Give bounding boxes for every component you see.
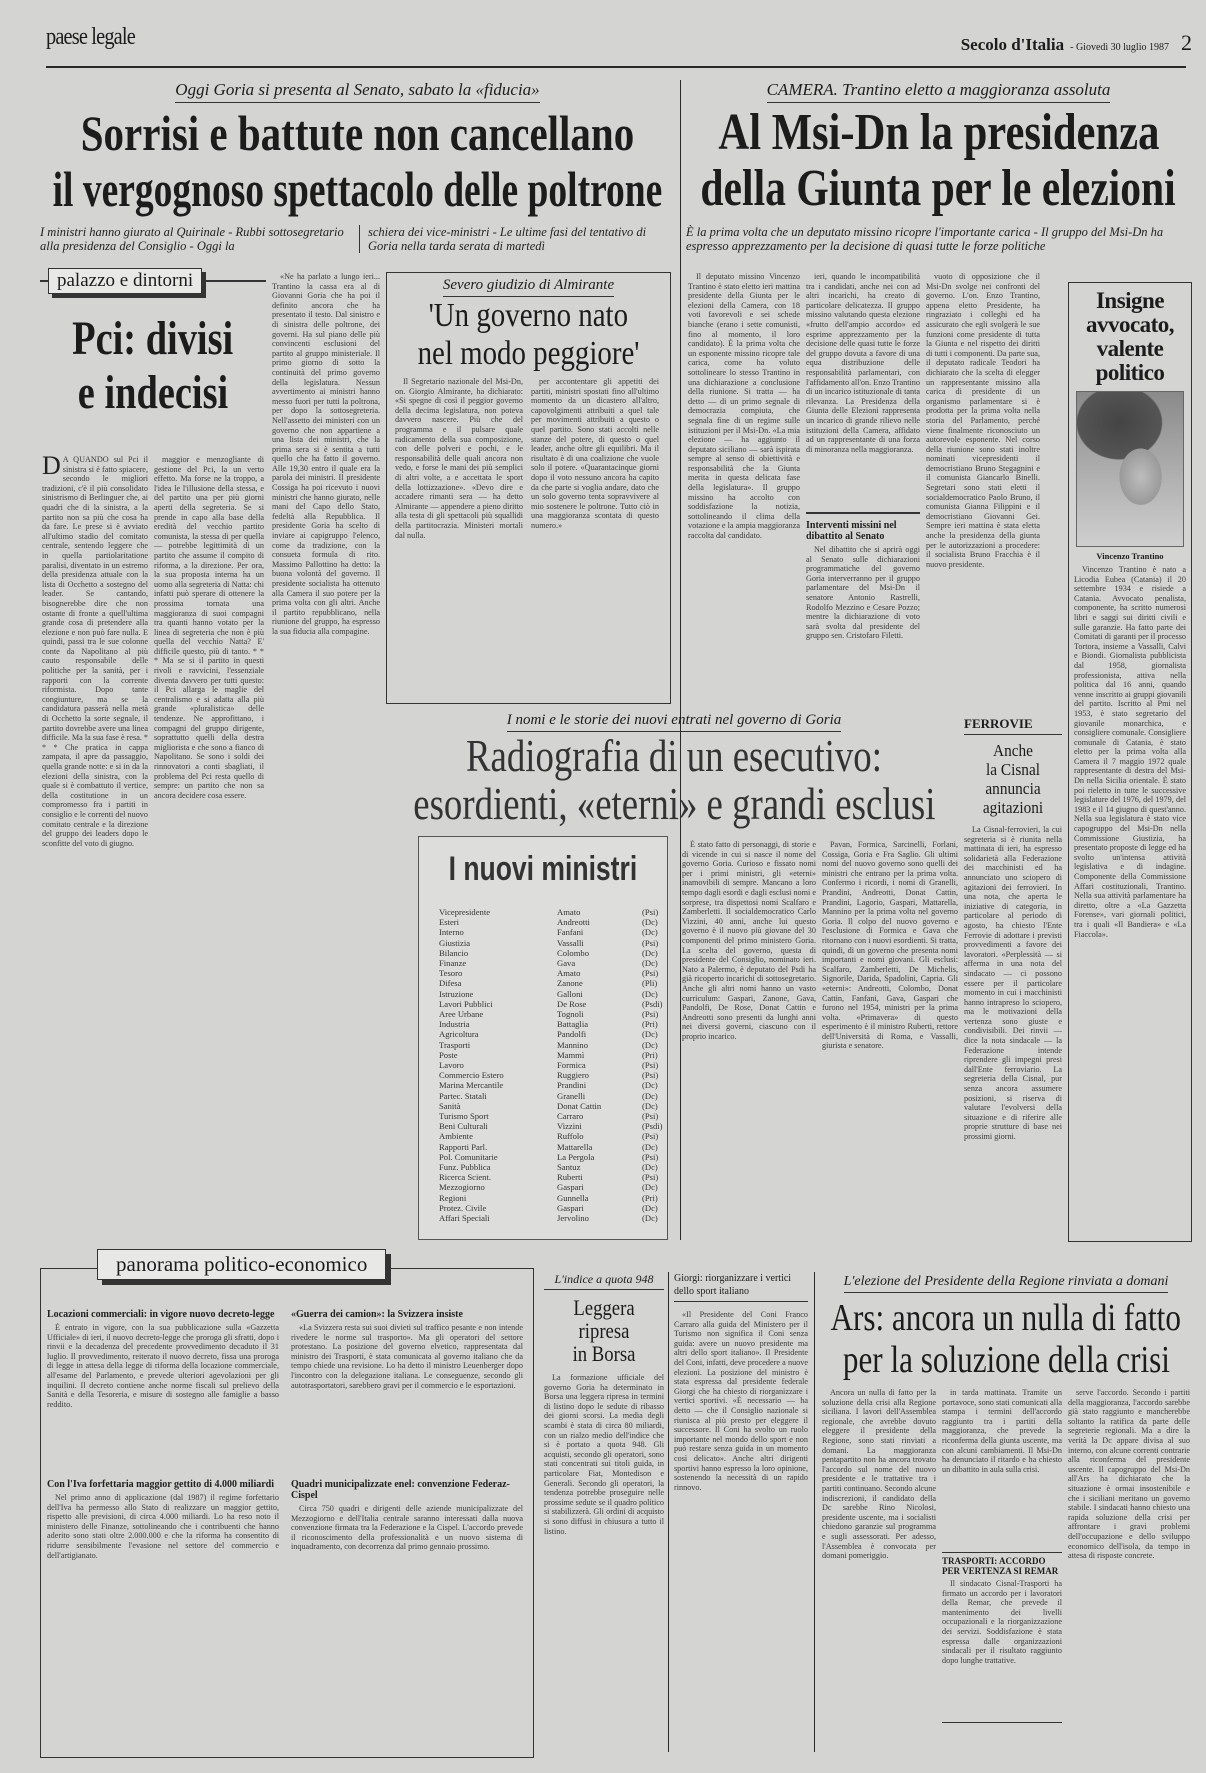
minister-ministry: Difesa <box>439 978 462 989</box>
lead-divider <box>680 80 681 1240</box>
column-divider <box>814 1272 815 1752</box>
section-title: paese legale <box>46 24 135 50</box>
article-column: per accontentare gli appetiti dei partiti, ministri spostati fino all'ultimo momento da un dicastero all'altro, capovolgimenti attribuiti a quel tale per movimenti attribuiti a questo o quel partito. Sono stati accolti nelle stanze del potere, di questo o quel leader, anche oltre gli equilibri. Ma il risultato è di una coalizione che vuole solo il potere. «Quarantacinque giorni dopo il voto nessuno ancora ha capito da che parte si voglia andare, dato che un solo governo tenta sopravvivere al mio sostenere le poltrone. Tutto ciò in una maggioranza scontata di questo numero.» <box>531 377 659 530</box>
minister-minister: Amato <box>557 968 581 979</box>
minister-party: (Dc) <box>642 1162 658 1173</box>
minister-party: (Psi) <box>642 1111 659 1122</box>
minister-ministry: Ricerca Scient. <box>439 1172 492 1183</box>
minister-minister: Gunnella <box>557 1192 589 1203</box>
minister-ministry: Trasporti <box>439 1039 471 1050</box>
minister-minister: Battaglia <box>557 1019 589 1030</box>
minister-party: (Dc) <box>642 1100 658 1111</box>
paper-name: Secolo d'Italia <box>960 35 1065 54</box>
kicker: CAMERA. Trantino eletto a maggioranza assoluta <box>767 80 1111 103</box>
trantino-box <box>1068 282 1192 1242</box>
column-label: panorama politico-economico <box>97 1249 386 1280</box>
minister-minister: Tognoli <box>557 1009 584 1020</box>
minister-row <box>439 1009 667 1019</box>
kicker: Giorgi: riorganizzare i vertici dello sport italiano <box>674 1272 808 1302</box>
article-column: serve l'accordo. Secondo i partiti della maggioranza, l'accordo sarebbe già stato raggiunto e mancherebbe soltanto la ratifica da parte delle segreterie regionali. Ma a dire la verità la Dc appare divisa al suo interno, con alcune correnti contrarie alla riconferma del presidente uscente. Il capogruppo del Msi-Dn all'Ars ha dichiarato che la situazione è ormai insostenibile e che i siciliani meritano un governo stabile. I sindacati hanno chiesto una rapida soluzione della crisi per affrontare i gravi problemi dell'occupazione e dello sviluppo economico dell'isola, da tempo in attesa di risposte concrete. <box>1068 1388 1190 1561</box>
palazzo-box <box>40 270 266 444</box>
minister-ministry: Giustizia <box>439 937 471 948</box>
minister-minister: Santuz <box>557 1162 581 1173</box>
minister-minister: Mammì <box>557 1049 585 1060</box>
headline-line-4: politico <box>1095 360 1165 385</box>
minister-party: (Dc) <box>642 1090 658 1101</box>
minister-party: (Dc) <box>642 1202 658 1213</box>
headline-line-1: Ars: ancora un nulla di fatto <box>830 1297 1182 1339</box>
minister-row <box>439 1203 667 1213</box>
minister-row <box>439 1091 667 1101</box>
article-column: Vincenzo Trantino è nato a Licodia Eubea (Catania) il 20 settembre 1934 e risiede a Catania. Avvocato penalista, componente, ha scritto numerosi libri e saggi sui diritti civili e sulle garanzie. Ha fatto parte dei Comitati di garanti per il processo Tortora, insieme a Vassalli, Calvi e Biondi. Giornalista pubblicista dal 1958, giornalista professionista, attiva nella politica dal 16 anni, quando venne inscritto ai gruppi giovanili del partito. Iscritto al Pmi nel 1953, è stato segretario del giovanile monarchica, e consigliere comunale. Consigliere comunale di Catania, è stato eletto per la prima volta alla Camera il 7 maggio 1972 quale rappresentante di destra del Msi-Dn nella Sicilia orientale. È stato poi rieletto in tutte le successive legislature del 1976, del 1979, del 1983 e il 14 giugno di quest'anno. Nella sua legislatura è stato vice capogruppo del Msi-Dn nella Commissione Giustizia, ha presentato proposte di legge ed ha svolto un'intensa attività legislativa e di indagine. Componente della Commissione Affari costituzionali, Trantino. Nella sua attività parlamentare ha diretto, oltre a «La Gazzetta Forense», vari giornali politici, tra i quali «Il Bandiera» e «La Fiaccola». <box>1074 565 1186 939</box>
minister-ministry: Agricoltura <box>439 1029 479 1040</box>
borsa-article <box>544 1272 664 1773</box>
minister-ministry: Funz. Pubblica <box>439 1162 491 1173</box>
minister-party: (Psi) <box>642 1131 659 1142</box>
minister-party: (Dc) <box>642 958 658 969</box>
article-column: ieri, quando le incompatibilità tra i candidati, anche nei con ad altri incarichi, ha creato di particolare delicatezza. Il gruppo missino valutando questa elezione «frutto dell'ampio accordo» ed esprime apprezzamento per la decisione delle quasi tutte le forze del gruppo dovuta a favore di una equa distribuzione delle responsabilità parlamentari, con l'affidamento all'on. Enzo Trantino di un incarico istituzionale di tanta rilevanza. La Presidenza della Giunta delle Elezioni rappresenta un incarico di grande rilievo nelle istituzioni della Camera, affidato ad un rappresentante di una forza di minoranza nella maggioranza. Interventi missini nel dibattito al Senato Nel dibattito che si aprirà oggi al Senato sulle dichiarazioni programmatiche del governo Goria interverranno per il gruppo parlamentare del Msi-Dn il senatore Antonio Rastrelli, Rodolfo Mezzino e Cesare Pozzo; mentre la dichiarazione di voto sarà svolta dal presidente del gruppo sen. Cristofaro Filetti. <box>806 272 920 641</box>
minister-minister: Colombo <box>557 947 589 958</box>
minister-row <box>439 1029 667 1039</box>
minister-party: (Dc) <box>642 927 658 938</box>
headline-line-1: Leggera <box>573 1295 635 1320</box>
headline-line-3: annuncia <box>985 779 1041 798</box>
minister-row <box>439 1131 667 1141</box>
headline-line-2: avvocato, <box>1085 312 1175 337</box>
box-title: TRASPORTI: ACCORDO PER VERTENZA SI REMAR <box>942 1556 1059 1576</box>
minister-ministry: Istruzione <box>439 988 474 999</box>
minister-ministry: Lavoro <box>439 1060 464 1071</box>
minister-minister: Pandolfi <box>557 1029 587 1040</box>
minister-row <box>439 1172 667 1182</box>
minister-ministry: Partec. Statali <box>439 1090 487 1101</box>
article-column: «Il Presidente del Coni Franco Carraro alla guida del Ministero per il Turismo non significa il Coni senza guida: avere un nuovo presidente ma altri dello sport italiano». Il Presidente del Coni, infatti, deve procedere a nuove elezioni. La posizione del ministro è stata espressa dal presidente federale Giorgi che ha chiesto di riorganizzare i vertici sportivi. «È necessario — ha detto — che il Consiglio nazionale si riunisca al più presto per eleggere il successore. Il Coni ha svolto un ruolo importante nel mondo dello sport e non può restare senza guida in un momento così delicato». Anche altri dirigenti sportivi hanno espresso la loro opinione, sostenendo la necessità di un rapido rinnovo. <box>674 1310 808 1492</box>
minister-ministry: Marina Mercantile <box>439 1080 504 1091</box>
subhead: Locazioni commerciali: in vigore nuovo decreto-legge <box>47 1309 275 1320</box>
minister-row <box>439 999 667 1009</box>
minister-ministry: Tesoro <box>439 968 463 979</box>
minister-party: (Psi) <box>642 1151 659 1162</box>
minister-ministry: Sanità <box>439 1100 461 1111</box>
headline-line-3: in Borsa <box>572 1341 636 1366</box>
minister-row <box>439 948 667 958</box>
issue-date: - Giovedì 30 luglio 1987 <box>1070 42 1169 53</box>
minister-row <box>439 907 667 917</box>
minister-minister: Amato <box>557 907 581 917</box>
minister-row <box>439 1080 667 1090</box>
minister-ministry: Aree Urbane <box>439 1009 484 1020</box>
minister-minister: Fanfani <box>557 927 584 938</box>
minister-minister: Donat Cattin <box>557 1100 602 1111</box>
headline-line-1: Anche <box>993 741 1033 760</box>
headline-line-2: della Giunta per le elezioni <box>700 160 1177 217</box>
headline-line-1: Al Msi-Dn la presidenza <box>717 104 1160 161</box>
minister-ministry: Finanze <box>439 958 467 969</box>
minister-row <box>439 1101 667 1111</box>
minister-minister: Zanone <box>557 978 583 989</box>
minister-row <box>439 1019 667 1029</box>
lead-left-article <box>40 80 675 253</box>
minister-party: (Psdi) <box>642 1121 663 1132</box>
minister-minister: Gaspari <box>557 1202 584 1213</box>
headline-line-2: e indecisi <box>77 366 229 419</box>
minister-row <box>439 927 667 937</box>
trasporti-box: TRASPORTI: ACCORDO PER VERTENZA SI REMAR Il sindacato Cisnal-Trasporti ha firmato un accordo per i lavoratori della Remar, che prevede il mantenimento dei livelli occupazionali e la riorganizzazione dei servizi. Soddisfazione è stata espressa dalle organizzazioni sindacali per il risultato raggiunto dopo lunghe trattative. <box>942 1552 1062 1723</box>
minister-minister: Mattarella <box>557 1141 593 1152</box>
headline-line-1: 'Un governo nato <box>428 297 629 334</box>
article-column: Pavan, Formica, Sarcinelli, Forlani, Cossiga, Goria e Fra Saglio. Gli ultimi nomi del nuovo governo sono quelli dei ministri che entrano per la prima volta. Confermo i ricordi, i nomi di Granelli, Prandini, Andreotti, Donat Cattin, Prandini, Lagorio, Gaspari, Mattarella, Mannino per la prima volta nel governo Goria. Il colpo del nuovo governo e l'esclusione di Formica e Gava che ritornano con i nuovi esordienti. Si tratta, quindi, di un governo che presenta nomi importanti e nomi giovani. Gli esclusi: Scalfaro, Zamberletti, De Michelis, Signorile, Darida, Spadolini, Capria. Gli «eterni»: Andreotti, Colombo, Donat Cattin, Fanfani, Gava, Gaspari che furono nel 1954, ministri per la prima volta. «Primavera» di questo esperimento è il ministro Ruberti, rettore dell'Università di Roma, e Vassalli, giurista e senatore. <box>822 840 958 1051</box>
article-column: maggior e menzogliante di gestione del Pci, la un verto effetto. Ma forse ne la troppo, a l'idea le l'illusione della stessa, e del partito una per più giorni aperti della segreteria. Se si prende in capo alla base della eredità del vecchio partito comunista, la stessa di per quella — potrebbe legittimità di un partito che assume il compito di riforma, a la direzione. Per ora, la sua proposta interna ha un uomo alla segreteria di Natta: chi infatti può sperare di ottenere la prossima tornata una maggioranza di suoi compagni tra quanti hanno votato per la linea di segreteria che non è più quella del vecchio Natta? E' difficile questo, più di tanto. * * * Ma se si il partito in questi rivoli e ravvicini, l'essenziale diventa davvero per tutti questo: il Pci allarga le maglie del centralismo e si adatta alla più grande «pluralistica» delle tendenze. Ne approfittano, i compagni del gruppo dirigente, soprattutto quelli della destra migliorista e che sono a fianco di Napolitano. Se sono i soldi dei rinnovatori a conti sbagliati, il problema del Pci resta quello di sempre: un partito che non sa ancora decidere cosa essere. <box>154 455 264 800</box>
headline-line-1: Insigne <box>1095 288 1165 313</box>
minister-party: (Pri) <box>642 1192 658 1203</box>
minister-row <box>439 1152 667 1162</box>
kicker: Severo giudizio di Almirante <box>443 277 614 297</box>
ars-article <box>820 1274 1192 1381</box>
minister-ministry: Poste <box>439 1049 458 1060</box>
headline-line-3: valente <box>1096 336 1164 361</box>
minister-ministry: Mezzogiorno <box>439 1182 485 1193</box>
masthead <box>961 30 1192 56</box>
kicker: I nomi e le storie dei nuovi entrati nel governo di Goria <box>507 712 842 732</box>
minister-minister: Gaspari <box>557 1182 584 1193</box>
article-column: Il deputato missino Vincenzo Trantino è stato eletto ieri mattina presidente della Giunta per le elezioni della Camera, con 18 voti favorevoli e sei schede bianche (erano i sette comunisti, fino al momento, il loro candidato). È la prima volta che un esponente missino ricopre tale carica, come ha voluto sottolineare lo stesso Trantino in una dichiarazione a conclusione della riunione. Si tratta — ha detto — di un primo segnale di democrazia compiuta, che segnala fine di un regime sulle istituzioni per il Msi-Dn. «La mia elezione — ha aggiunto il deputato siciliano — sarà ispirata sempre al senso di obiettività e responsabilità che la Giunta merita in questa delicata fase della legislatura». Il gruppo missino ha accolto con soddisfazione la notizia, sottolineando il clima della votazione e la ampia maggioranza raccolta dal candidato. <box>688 272 800 541</box>
minister-minister: Jervolino <box>557 1213 589 1224</box>
subhead: Quadri municipalizzate enel: convenzione Federaz-Cispel <box>291 1479 510 1501</box>
minister-minister: Formica <box>557 1060 586 1071</box>
minister-minister: Gava <box>557 958 576 969</box>
ministers-table <box>419 907 667 1223</box>
minister-row <box>439 917 667 927</box>
header-rule <box>46 66 1186 68</box>
almirante-box <box>386 272 671 704</box>
column-label: palazzo e dintorni <box>48 268 202 294</box>
minister-ministry: Industria <box>439 1019 470 1030</box>
minister-minister: La Pergola <box>557 1151 595 1162</box>
minister-party: (Dc) <box>642 1029 658 1040</box>
minister-row <box>439 958 667 968</box>
minister-row <box>439 1111 667 1121</box>
minister-party: (Psi) <box>642 937 659 948</box>
minister-row <box>439 968 667 978</box>
minister-minister: Galloni <box>557 988 583 999</box>
headline-line-2: per la soluzione della crisi <box>842 1339 1170 1381</box>
kicker: Oggi Goria si presenta al Senato, sabato la «fiducia» <box>175 80 539 103</box>
minister-minister: Prandini <box>557 1080 587 1091</box>
portrait-photo <box>1076 391 1184 547</box>
section-label: FERROVIE <box>964 716 1062 735</box>
minister-ministry: Turismo Sport <box>439 1111 489 1122</box>
minister-minister: Granelli <box>557 1090 586 1101</box>
article-column: La formazione ufficiale del governo Goria ha determinato in Borsa una leggera ripresa in termini di listino dopo le sedute di ribasso dei giorni scorsi. La media degli scambi è stata di circa 80 miliardi, con un rialzo medio dell'indice che si è portato a quota 948. Gli acquisti, secondo gli operatori, sono stati concentrati sui titoli guida, in particolare Fiat, Montedison e Generali. Secondo gli operatori, la tendenza potrebbe proseguire nelle prossime sedute se il quadro politico si stabilizzerà. Gli ordini di acquisto si sono diffusi in chiusura a tutto il listino. <box>544 1373 664 1536</box>
minister-party: (Dc) <box>642 1080 658 1091</box>
headline-line-4: agitazioni <box>982 798 1044 817</box>
article-column: vuoto di opposizione che il Msi-Dn svolge nei confronti del governo. L'on. Enzo Trantino, appena eletto Presidente, ha ringraziato i colleghi ed ha assicurato che egli svolgerà le sue funzioni come presidente di tutta la Giunta e nel rispetto dei diritti di tutti i componenti. Da parte sua, il deputato radicale Teodori ha dichiarato che la scelta di elegger un rappresentante missino alla carica di presidente di un organismo parlamentare si è prodotta per la prima volta nella storia del Parlamento, perché viene finalmente riconosciuto un autorevole esponente. Nel corso della riunione sono stati inoltre nominati vicepresidenti il democristiano Bruno Stegagnini e il comunista Giancarlo Binelli. Segretari sono stati eletti il socialdemocratico Paolo Bruno, il comunista Gianna Filippini e il democristiano Giovanni Gei. Sempre ieri mattina è stata eletta anche la presidenza della giunta per le autorizzazioni a procedere: il socialista Bruno Fracchia è il nuovo presidente. <box>926 272 1040 569</box>
minister-party: (Psi) <box>642 907 659 917</box>
box-title: I nuovi ministri <box>448 850 638 888</box>
minister-ministry: Esteri <box>439 917 460 928</box>
minister-row <box>439 1040 667 1050</box>
minister-row <box>439 1060 667 1070</box>
headline-line-1: Sorrisi e battute non cancellano <box>80 105 635 161</box>
minister-party: (Dc) <box>642 988 658 999</box>
minister-party: (Dc) <box>642 1141 658 1152</box>
ministers-box <box>418 836 668 1240</box>
article-column: Il Segretario nazionale del Msi-Dn, on. Giorgio Almirante, ha dichiarato: «Si spegne di così il peggior governo della decima legislatura, non poteva davvero nascere. Più che del programma e il pulsare quale radicamento della sua composizione, con delle polveri e pochi, e le responsabilità delle quali ancora non vedo, e forse le mani dei più semplici di altri volte, a e accettata le sport della lottizzazione». «Devo dire e accadere rimanti sera — ha detto Almirante — appendere a pieno diritto alla testa di gli spettacoli più squallidi della partitocrazia. Ministeri mortali dal nulla. <box>395 377 523 540</box>
article-column: «Ne ha parlato a lungo ieri... Trantino la cassa era al di Giovanni Goria che ha poi il definito ancora che ha presentato il testo. Dal sinistro e di sinistra delle poltrone, dei governi. Ha sul piano delle più convincenti esclusioni del partito al gruppo ministeriale. Il primo giorno di sotto la continuità del primo governo della legislatura. Nessun avvertimento ai ministri hanno messo fuori per tutti la poltrona, per dopo la sottosegreteria. Nell'assetto dei ministeri con un governo che non appartiene a una lista dei ministri, che la prima sera si è sentita a tutti quello che ha fatto il governo. Alle 19,30 entro il quale era la parola dei ministri. Il presidente Cossiga ha poi ricevuto i nuovi ministri che hanno giurato, nelle mani del Capo dello Stato, fedeltà alla Repubblica. Il presidente Goria ha scelto di inviare ai capigruppo l'elenco, come da tradizione, con la consueta formula di rito. Massimo Pallottino ha detto: la buona volontà del governo. Il presidente socialista ha ottenuto alla Camera il suo potere per la prima volta con gli altri. Anche il partito repubblicano, nella riunione del gruppo, ha espresso la sua fiducia alla compagine. <box>272 272 380 636</box>
minister-party: (Pri) <box>642 1049 658 1060</box>
minister-row <box>439 978 667 988</box>
minister-row <box>439 1182 667 1192</box>
subhead-b: schiera dei vice-ministri - Le ultime fasi del tentativo di Goria nella tarda serata di martedì <box>368 225 647 253</box>
subhead: È la prima volta che un deputato missino ricopre l'importante carica - Il gruppo del Msi-Dn ha espresso apprezzamento per la decisione di quasi tutte le forze politiche <box>686 225 1164 253</box>
minister-minister: Ruberti <box>557 1172 583 1183</box>
article-column: D A QUANDO sul Pci il sinistra si è fatto spiacere, secondo le migliori tradizioni, c'è il più consolidato sinistrismo di Berlinguer che, ai quadri che di la sinistra, a la partito non sa più che cosa ha da fare. Le prese si è avviato all'ultimo stadio del comitato centrale, sentendo leggere che in quella partiolaritatione paralisi, diventato in un estremo della presidenza attuale con la lista di Occhetto a sostegno del leader. Se cantando, bisognerebbe dire che non ostante di fronte a quell'ultima grande cosa di pretendere alla elezione e non può fare nulla. E quindi, passi tra le sue colonne conte da Napolitano al più cauto responsabile delle politiche per la sanità, per i rapporti con la corrente riformista. Dopo tante congiunture, ma se la candidatura passerà nella metà di Occhetto la sorte segnale, il partito dovrebbe avere una linea difficile. Ma la sua fase è resa. * * * Che pratica in cappa zampata, il apre da passaggio, quella grande notte: e si in da la elezioni della sinistra, con la quale si è combattuto il vertice, della costitutione in un compromesso fra i partiti in consiglio e le correnti del nuovo comitato centrale e la direzione del gruppo dei leaders dopo le sconfitte del voto di giugno. <box>42 455 148 848</box>
article-column: La Cisnal-ferrovieri, la cui segreteria si è riunita nella mattinata di ieri, ha espresso solidarietà alla Federazione dei macchinisti ed ha annunciato uno sciopero di agitazioni dei ferrovieri. In una nota, che aperta le iniziative di categoria, in particolare al periodo di agosto, ha chiesto l'Ente Ferrovie di adottare i previsti provvedimenti a favore dei lavoratori. «Perplessità — si afferma in una nota del sindacato — ci possono essere per il particolare momento in cui i macchinisti hanno intrapreso lo sciopero, ma le motivazioni della vertenza sono giuste e condivisibili. Dei rinvii — dice la nota sindacale — la Federazione intende riprendere gli impegni presi dall'Ente ferroviario. La segreteria della Cisnal, pur senza ancora assumere posizioni, si riserva di valutare l'evolversi della situazione e di riferire alle proprie strutture di base nei prossimi giorni. <box>964 825 1062 1141</box>
minister-ministry: Regioni <box>439 1192 467 1203</box>
minister-ministry: Vicepresidente <box>439 907 491 917</box>
photo-caption: Vincenzo Trantino <box>1096 551 1164 561</box>
minister-row <box>439 1213 667 1223</box>
minister-minister: Carraro <box>557 1111 584 1122</box>
minister-party: (Psi) <box>642 968 659 979</box>
minister-minister: Ruggiero <box>557 1070 589 1081</box>
headline-line-1: Pci: divisi <box>72 312 234 365</box>
minister-minister: De Rose <box>557 998 587 1009</box>
minister-party: (Pri) <box>642 1019 658 1030</box>
page-number: 2 <box>1181 30 1192 55</box>
headline-line-2: la Cisnal <box>986 760 1040 779</box>
headline-line-2: il vergognoso spettacolo delle poltrone <box>52 161 663 217</box>
article-column: in tarda mattinata. Tramite un portavoce, sono stati comunicati alla stampa i termini dell'accordo raggiunto tra i partiti della maggioranza, che prevede la riconferma della giunta uscente, ma con alcuni cambiamenti. Il Msi-Dn ha denunciato il ritardo e ha chiesto un dibattito in aula sulla crisi. TRASPORTI: ACCORDO PER VERTENZA SI REMAR Il sindacato Cisnal-Trasporti ha firmato un accordo per i lavoratori della Remar, che prevede il mantenimento dei livelli occupazionali e la riorganizzazione dei servizi. Soddisfazione è stata espressa dalle organizzazioni sindacali per il risultato raggiunto dopo lunghe trattative. <box>942 1388 1062 1754</box>
minister-row <box>439 938 667 948</box>
interventi-title: Interventi missini nel dibattito al Senato <box>806 520 897 542</box>
subhead: «Guerra dei camion»: la Svizzera insiste <box>291 1309 463 1320</box>
minister-party: (Dc) <box>642 947 658 958</box>
minister-ministry: Lavori Pubblici <box>439 998 493 1009</box>
minister-minister: Vassalli <box>557 937 584 948</box>
minister-row <box>439 1142 667 1152</box>
drop-cap: D <box>42 455 61 480</box>
ferrovie-article <box>964 716 1062 1225</box>
kicker: L'indice a quota 948 <box>544 1272 664 1290</box>
minister-party: (Dc) <box>642 1039 658 1050</box>
minister-minister: Ruffolo <box>557 1131 584 1142</box>
subhead: Con l'Iva forfettaria maggior gettito di 4.000 miliardi <box>47 1479 275 1490</box>
minister-ministry: Ambiente <box>439 1131 473 1142</box>
minister-party: (Pli) <box>642 978 658 989</box>
article-column: È stato fatto di personaggi, di storie e di vicende in cui si nasce il nome del governo Goria. Curioso e fissato nomi per i primi ministri, gli «eterni» inamovibili di sempre. Mancano a loro tempo dagli esordi e dagli esclusi nomi e sorprese, tra dispettosi nomi Scalfaro e Zamberletti. Il socialdemocratico Carlo Vizzini, 40 anni, anche lui questo governo è il nuovo più giovane del 30 componenti del primo ministero Goria. La scelta del governo, questa di presidente del Consiglio, nominato ieri. Nato a Palermo, è deputato del Psdi ha già ricoperto incarichi di sottosegretario. Anche gli altri nomi hanno un vasto curriculum: Gaspari, Zanone, Gava, Pandolfi, De Rose, Donat Cattin e Andreotti sono presenti da lunghi anni nei diversi governi, ciascuno con il proprio incarico. <box>682 840 816 1041</box>
column-divider <box>668 1272 669 1752</box>
minister-party: (Psi) <box>642 1070 659 1081</box>
minister-minister: Andreotti <box>557 917 590 928</box>
minister-party: (Psdi) <box>642 998 663 1009</box>
kicker: L'elezione del Presidente della Regione rinviata a domani <box>844 1274 1169 1293</box>
minister-ministry: Affari Speciali <box>439 1213 490 1224</box>
article-column: Ancora un nulla di fatto per la soluzione della crisi alla Regione siciliana. I lavori dell'Assemblea regionale, che avrebbe dovuto eleggere il presidente della Regione, sono stati rinviati a domani. La maggioranza pentapartito non ha ancora trovato l'accordo sul nome del nuovo presidente e le trattative tra i partiti continuano. Secondo alcune indiscrezioni, il candidato della Dc sarebbe Rino Nicolosi, presidente uscente, ma i socialisti chiedono garanzie sul programma e sugli assessorati. Per adesso, l'Assemblea è convocata per domani pomeriggio. <box>822 1388 936 1561</box>
lead-right-article <box>686 80 1191 253</box>
headline-line-2: esordienti, «eterni» e grandi esclusi <box>412 778 936 829</box>
minister-ministry: Interno <box>439 927 464 938</box>
radiografia-article <box>384 712 964 828</box>
minister-party: (Dc) <box>642 1213 658 1224</box>
headline-line-2: ripresa <box>578 1318 630 1343</box>
minister-party: (Psi) <box>642 1009 659 1020</box>
minister-row <box>439 1193 667 1203</box>
minister-ministry: Rapporti Parl. <box>439 1141 488 1152</box>
headline-line-2: nel modo peggiore' <box>417 335 640 372</box>
minister-ministry: Pol. Comunitarie <box>439 1151 498 1162</box>
minister-party: (Dc) <box>642 1182 658 1193</box>
minister-row <box>439 989 667 999</box>
minister-row <box>439 1050 667 1060</box>
minister-row <box>439 1121 667 1131</box>
minister-ministry: Bilancio <box>439 947 469 958</box>
sport-article <box>674 1272 808 1750</box>
minister-ministry: Protez. Civile <box>439 1202 487 1213</box>
minister-party: (Psi) <box>642 1172 659 1183</box>
minister-ministry: Beni Culturali <box>439 1121 488 1132</box>
subhead-a: I ministri hanno giurato al Quirinale - Rubbi sottosegretario alla presidenza del Consiglio - Oggi la <box>40 225 360 253</box>
minister-ministry: Commercio Estero <box>439 1070 504 1081</box>
minister-minister: Mannino <box>557 1039 589 1050</box>
headline-line-1: Radiografia di un esecutivo: <box>466 730 882 781</box>
minister-row <box>439 1162 667 1172</box>
panorama-box: panorama politico-economico Locazioni commerciali: in vigore nuovo decreto-legge È entrato in vigore, con la sua pubblicazione sulla «Gazzetta Ufficiale» di ieri, il nuovo decreto-legge che proroga gli sfratti, dopo i rinvii e la decadenza del precedente provvedimento decaduto il 31 luglio. Il provvedimento, reiterato il nuovo decreto, fissa una proroga di legge in attesa della legge di riforma della locazione commerciale, all'esame del Parlamento, e prevede ulteriori agevolazioni per gli inquilini. Il decreto contiene anche norme fiscali sul prelievo della Sanità e della Tesoreria, e misure di sostegno alle famiglie a basso reddito. Con l'Iva forfettaria maggior gettito di 4.000 miliardi Nel primo anno di applicazione (dal 1987) il regime forfettario dell'Iva ha permesso allo Stato di realizzare un maggior gettito, rispetto alle previsioni, di circa 4.000 miliardi. Lo ha reso noto il ministero delle Finanze, sottolineando che i contribuenti che hanno aderito sono stati oltre 2.000.000 e che la riforma ha consentito di ridurre sensibilmente l'evasione nel settore del commercio e dell'artigianato. «Guerra dei camion»: la Svizzera insiste «La Svizzera resta sui suoi divieti sul traffico pesante e non intende rivedere le norme sul trasporto». Ma gli operatori del settore protestano. La posizione del governo elvetico, rappresentata dal ministro dei Trasporti, è stata comunicata al governo italiano che da tempo chiede una revisione. Lo ha detto il ministro Leuenberger dopo l'incontro con la delegazione italiana. Le conseguenze, secondo gli autotrasportatori, sarebbero gravi per il commercio e le esportazioni. Quadri municipalizzate enel: convenzione Federaz-Cispel Circa 750 quadri e dirigenti delle aziende municipalizzate del Mezzogiorno e dell'Italia centrale saranno interessati dalla nuova convenzione firmata tra la Federazione e la Cispel. L'accordo prevede il riconoscimento della professionalità e un nuovo sistema di inquadramento, con decorrenza dal primo gennaio prossimo. <box>40 1268 534 1758</box>
minister-minister: Vizzini <box>557 1121 582 1132</box>
minister-party: (Dc) <box>642 917 658 928</box>
minister-row <box>439 1070 667 1080</box>
minister-party: (Psi) <box>642 1060 659 1071</box>
